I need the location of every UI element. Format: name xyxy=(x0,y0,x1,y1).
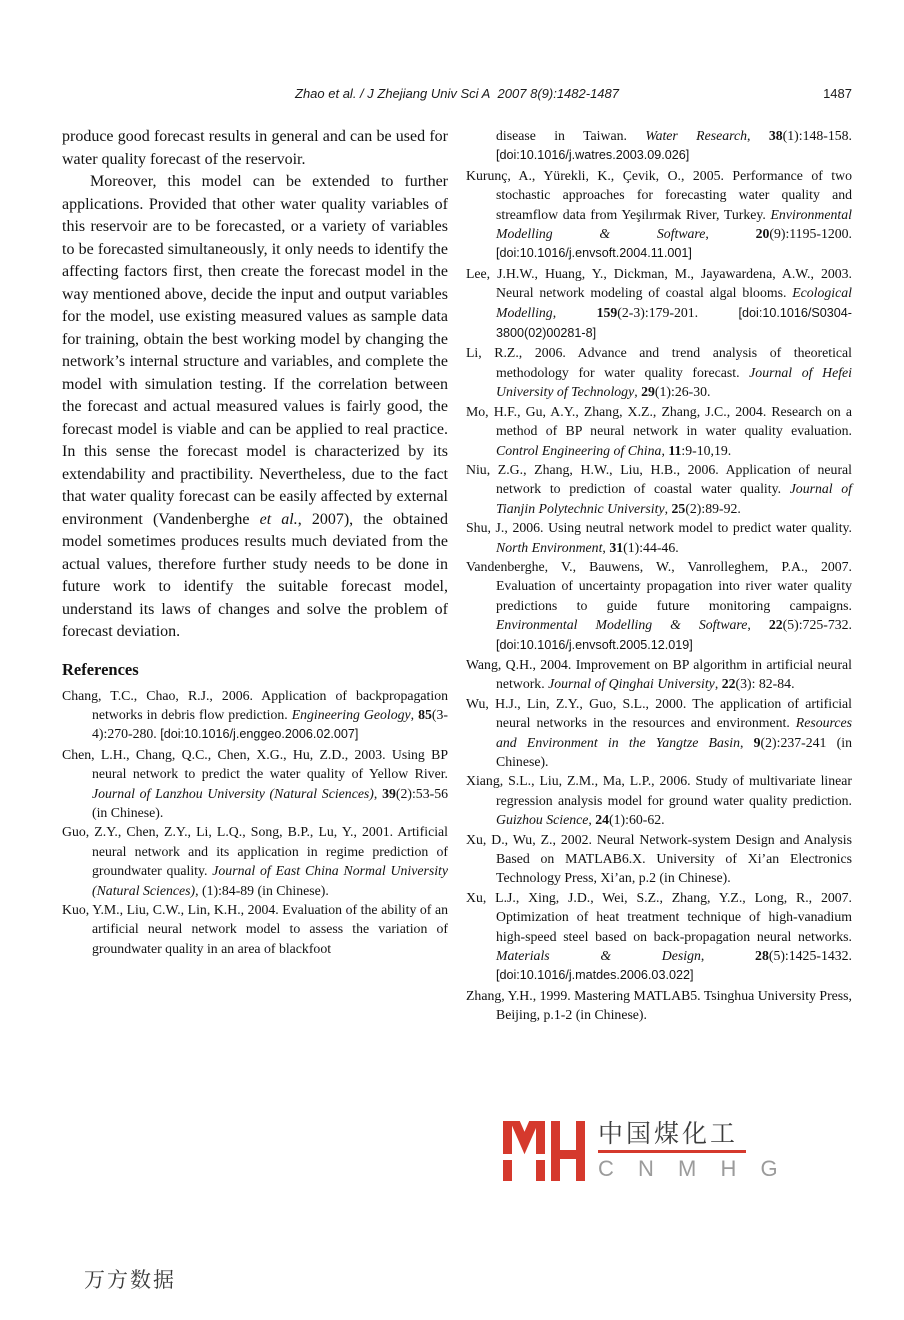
references-list-left xyxy=(62,686,448,959)
reference-entry: Kurunç, A., Yürekli, K., Çevik, O., 2005. Performance of two stochastic approaches for forecasting water quality and streamflow data from Yeşilırmak River, Turkey. Environmental Modelling & Software, 20(9):1195-1200. [doi:10.1016/j.envsoft.2004.11.001] xyxy=(466,167,852,261)
conclusion-paragraphs xyxy=(62,126,448,644)
mh-monogram-icon xyxy=(503,1121,585,1181)
references-heading: References xyxy=(62,659,139,679)
reference-entry: Wu, H.J., Lin, Z.Y., Guo, S.L., 2000. The application of artificial neural networks in the resources and environment. Resources and Environment in the Yangtze Basin, 9(2):237-241 (in Chinese). xyxy=(466,695,852,769)
right-column xyxy=(466,126,852,1025)
page-number: 1487 xyxy=(823,86,852,101)
references-list-right xyxy=(466,126,852,1025)
reference-entry: Chen, L.H., Chang, Q.C., Chen, X.G., Hu, Z.D., 2003. Using BP neural network to predict the water quality of Yellow River. Journal of Lanzhou University (Natural Sciences), 39(2):53-56 (in Chinese). xyxy=(62,746,448,820)
logo-chinese-text: 中国煤化工 xyxy=(598,1120,739,1148)
two-column-body xyxy=(62,126,852,1025)
reference-entry: Lee, J.H.W., Huang, Y., Dickman, M., Jayawardena, A.W., 2003. Neural network modeling of coastal algal blooms. Ecological Modelling, 159(2-3):179-201. [doi:10.1016/S0304-3800(02)00281-8] xyxy=(466,265,852,341)
body-paragraph: Moreover, this model can be extended to further applications. Provided that other water quality variables of this reservoir are to be forecasted, or a variety of variables to be forecasted simultaneously, it only needs to identify the affecting factors first, then create the forecast model in the way mentioned above, decide the input and output variables for the model, use existing measured values as sample data for training, obtain the best working model by changing the network’s internal structure and variables, and complete the model with simulation testing. If the correlation between the forecast and actual measured values is fairly good, the forecast model is viable and can be applied to real practice. In this sense the forecast model is characterized by its extendability and practibility. Nevertheless, due to the fact that water quality forecast can be easily affected by external environment (Vandenberghe et al., 2007), the obtained model sometimes produces results much deviated from the actual values, therefore further study needs to be done in future work to identify the suitable forecast model, understand its laws of changes and solve the problem of forecast deviation. xyxy=(62,173,448,640)
logo-latin-text: C N M H G xyxy=(598,1156,787,1181)
reference-entry: Xu, L.J., Xing, J.D., Wei, S.Z., Zhang, Y.Z., Long, R., 2007. Optimization of heat treatment technique of high-vanadium high-speed steel based on back-propagation neural networks. Materials & Design, 28(5):1425-1432. [doi:10.1016/j.matdes.2006.03.022] xyxy=(466,889,852,983)
reference-entry: Xiang, S.L., Liu, Z.M., Ma, L.P., 2006. Study of multivariate linear regression analysis model for ground water quality prediction. Guizhou Science, 24(1):60-62. xyxy=(466,773,852,828)
reference-entry: Guo, Z.Y., Chen, Z.Y., Li, L.Q., Song, B.P., Lu, Y., 2001. Artificial neural network and its application in regime prediction of groundwater quality. Journal of East China Normal University (Natural Sciences), (1):84-89 (in Chinese). xyxy=(62,824,449,898)
reference-entry: Vandenberghe, V., Bauwens, W., Vanrolleghem, P.A., 2007. Evaluation of uncertainty propagation into river water quality predictions to guide future monitoring campaigns. Environmental Modelling & Software, 22(5):725-732. [doi:10.1016/j.envsoft.2005.12.019] xyxy=(466,558,852,652)
reference-entry: Wang, Q.H., 2004. Improvement on BP algorithm in artificial neural network. Journal of Qinghai University, 22(3): 82-84. xyxy=(466,656,852,692)
reference-entry: Xu, D., Wu, Z., 2002. Neural Network-system Design and Analysis Based on MATLAB6.X. University of Xi’an Electronics Technology Press, Xi’an, p.2 (in Chinese). xyxy=(466,831,852,886)
logo-text-block xyxy=(598,1120,787,1181)
reference-entry: Zhang, Y.H., 1999. Mastering MATLAB5. Tsinghua University Press, Beijing, p.1-2 (in Chinese). xyxy=(466,987,852,1023)
reference-entry: Niu, Z.G., Zhang, H.W., Liu, H.B., 2006. Application of neural network to prediction of coastal water quality. Journal of Tianjin Polytechnic University, 25(2):89-92. xyxy=(466,461,852,516)
cnmhg-logo xyxy=(503,1120,787,1181)
reference-entry: Chang, T.C., Chao, R.J., 2006. Application of backpropagation networks in debris flow prediction. Engineering Geology, 85(3-4):270-280. [doi:10.1016/j.enggeo.2006.02.007] xyxy=(62,687,448,742)
reference-entry: Kuo, Y.M., Liu, C.W., Lin, K.H., 2004. Evaluation of the ability of an artificial neural network model to assess the variation of groundwater quality in an area of blackfoot xyxy=(62,901,448,956)
reference-entry: Li, R.Z., 2006. Advance and trend analysis of theoretical methodology for water quality forecast. Journal of Hefei University of Technology, 29(1):26-30. xyxy=(466,345,852,400)
reference-entry: disease in Taiwan. Water Research, 38(1):148-158. [doi:10.1016/j.watres.2003.09.026] xyxy=(496,128,853,163)
wanfang-watermark: 万方数据 xyxy=(84,1269,176,1292)
running-head-citation: Zhao et al. / J Zhejiang Univ Sci A 2007 8(9):1482-1487 xyxy=(295,86,619,101)
reference-entry: Mo, H.F., Gu, A.Y., Zhang, X.Z., Zhang, J.C., 2004. Research on a method of BP neural network in water quality evaluation. Control Engineering of China, 11:9-10,19. xyxy=(466,403,852,458)
left-column xyxy=(62,126,448,1025)
running-head xyxy=(62,86,852,102)
body-paragraph: produce good forecast results in general and can be used for water quality forecast of the reservoir. xyxy=(62,128,448,168)
logo-divider-rule xyxy=(598,1150,746,1153)
reference-entry: Shu, J., 2006. Using neutral network model to predict water quality. North Environment, 31(1):44-46. xyxy=(466,520,852,555)
